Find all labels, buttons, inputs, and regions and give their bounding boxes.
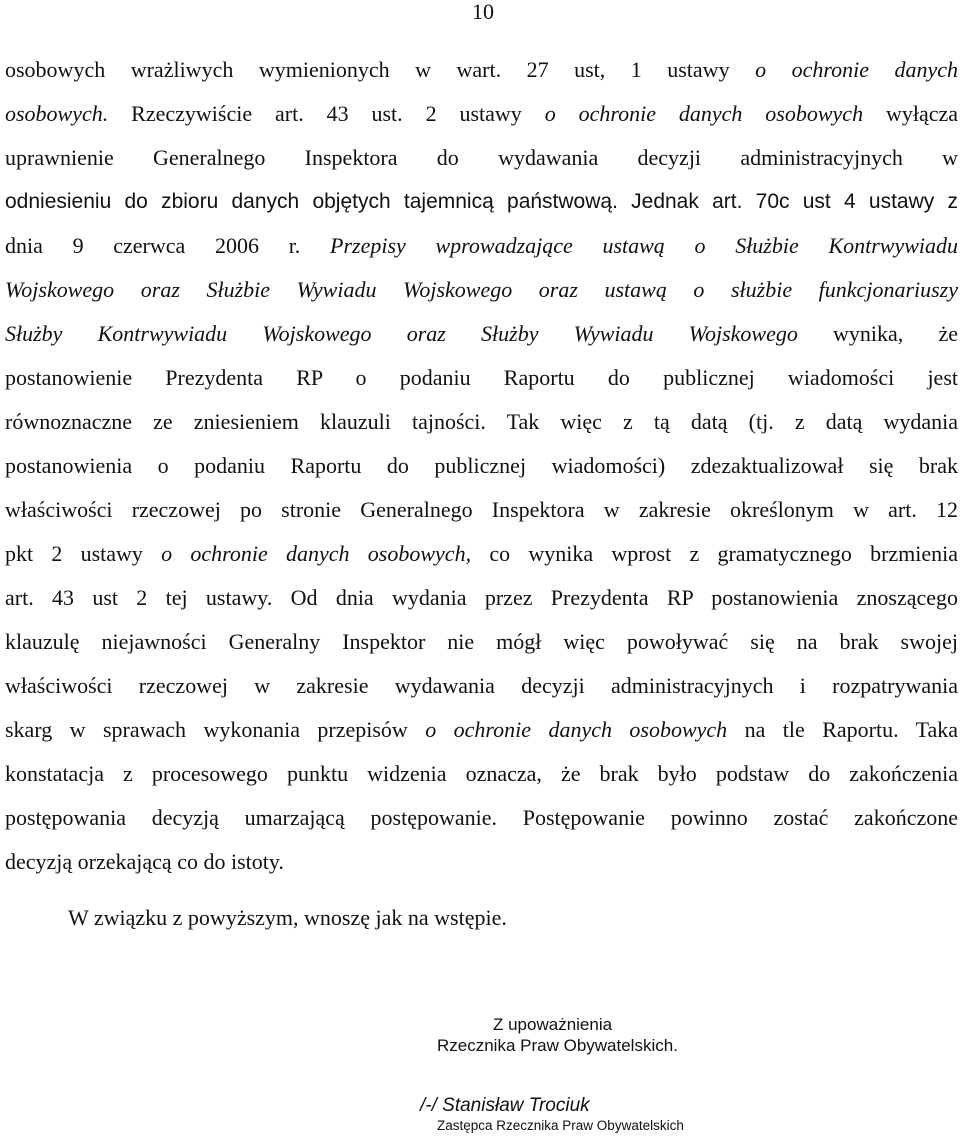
- text-line: [5, 92, 958, 136]
- italic-act-title: osobowych.: [5, 101, 109, 126]
- text-line: [5, 576, 958, 620]
- text-segment: postanowienie Prezydenta RP o podaniu Raportu do publicznej wiadomości jest: [5, 365, 958, 390]
- text-line: [5, 444, 958, 488]
- text-line: [5, 840, 958, 884]
- text-line: [5, 136, 958, 180]
- text-line: [5, 268, 958, 312]
- text-segment: Rzeczywiście art. 43 ust. 2 ustawy: [131, 101, 522, 126]
- text-segment: art. 43 ust 2 tej ustawy. Od dnia wydania przez Prezydenta RP postanowienia znoszącego: [5, 585, 958, 610]
- italic-act-title: Wojskowego oraz Służbie Wywiadu Wojskowego oraz ustawą o służbie funkcjonariuszy: [5, 277, 958, 302]
- text-segment: właściwości rzeczowej w zakresie wydawania decyzji administracyjnych i rozpatrywania: [5, 673, 958, 698]
- text-line: [5, 488, 958, 532]
- text-line: [5, 180, 958, 224]
- signature-authority: Rzecznika Praw Obywatelskich.: [437, 1036, 678, 1055]
- page-number: 10: [472, 0, 494, 24]
- body-paragraph: [5, 48, 958, 884]
- text-line: [5, 664, 958, 708]
- text-segment: właściwości rzeczowej po stronie Generalnego Inspektora w zakresie określonym w art. 12: [5, 497, 958, 522]
- text-segment: osobowych wrażliwych wymienionych w wart. 27 ust, 1 ustawy: [5, 57, 730, 82]
- text-line: [5, 48, 958, 92]
- italic-act-title: o ochronie danych osobowych: [544, 101, 864, 126]
- text-line: [5, 356, 958, 400]
- text-line: [5, 620, 958, 664]
- italic-act-title: o ochronie danych: [755, 57, 958, 82]
- signature-name: /-/ Stanisław Trociuk: [420, 1095, 590, 1116]
- text-segment: postępowania decyzją umarzającą postępowanie. Postępowanie powinno zostać zakończone: [5, 805, 958, 830]
- text-segment: pkt 2 ustawy: [5, 541, 143, 566]
- closing-sentence: W związku z powyższym, wnoszę jak na wstępie.: [68, 905, 507, 930]
- signature-authorization: Z upoważnienia: [493, 1015, 613, 1034]
- text-segment: klauzulę niejawności Generalny Inspektor nie mógł więc powoływać się na brak swojej: [5, 629, 958, 654]
- italic-act-title: Przepisy wprowadzające ustawą o Służbie Kontrwywiadu: [330, 233, 958, 258]
- text-line: [5, 796, 958, 840]
- italic-act-title: o ochronie danych osobowych,: [161, 541, 472, 566]
- text-line: [5, 708, 958, 752]
- text-segment: decyzją orzekającą co do istoty.: [5, 849, 284, 874]
- text-line: [5, 752, 958, 796]
- italic-act-title: Służby Kontrwywiadu Wojskowego oraz Służby Wywiadu Wojskowego: [5, 321, 798, 346]
- text-segment: równoznaczne ze zniesieniem klauzuli tajności. Tak więc z tą datą (tj. z datą wydania: [5, 409, 958, 434]
- italic-act-title: o ochronie danych osobowych: [425, 717, 728, 742]
- text-segment: postanowienia o podaniu Raportu do publicznej wiadomości) zdezaktualizował się brak: [5, 453, 958, 478]
- text-segment: uprawnienie Generalnego Inspektora do wydawania decyzji administracyjnych w: [5, 145, 958, 170]
- text-line: [5, 400, 958, 444]
- text-segment: dnia 9 czerwca 2006 r.: [5, 233, 301, 258]
- text-segment: skarg w sprawach wykonania przepisów: [5, 717, 408, 742]
- text-line: [5, 224, 958, 268]
- text-segment: odniesieniu do zbioru danych objętych tajemnicą państwową. Jednak art. 70c ust 4 ustawy z: [5, 190, 958, 213]
- text-line: [5, 312, 958, 356]
- text-segment: na tle Raportu. Taka: [744, 717, 958, 742]
- signature-role: Zastępca Rzecznika Praw Obywatelskich: [437, 1118, 684, 1133]
- text-line: [5, 532, 958, 576]
- text-segment: wynika, że: [833, 321, 958, 346]
- text-segment: wyłącza: [885, 101, 958, 126]
- text-segment: co wynika wprost z gramatycznego brzmienia: [489, 541, 958, 566]
- text-segment: konstatacja z procesowego punktu widzenia oznacza, że brak było podstaw do zakończenia: [5, 761, 958, 786]
